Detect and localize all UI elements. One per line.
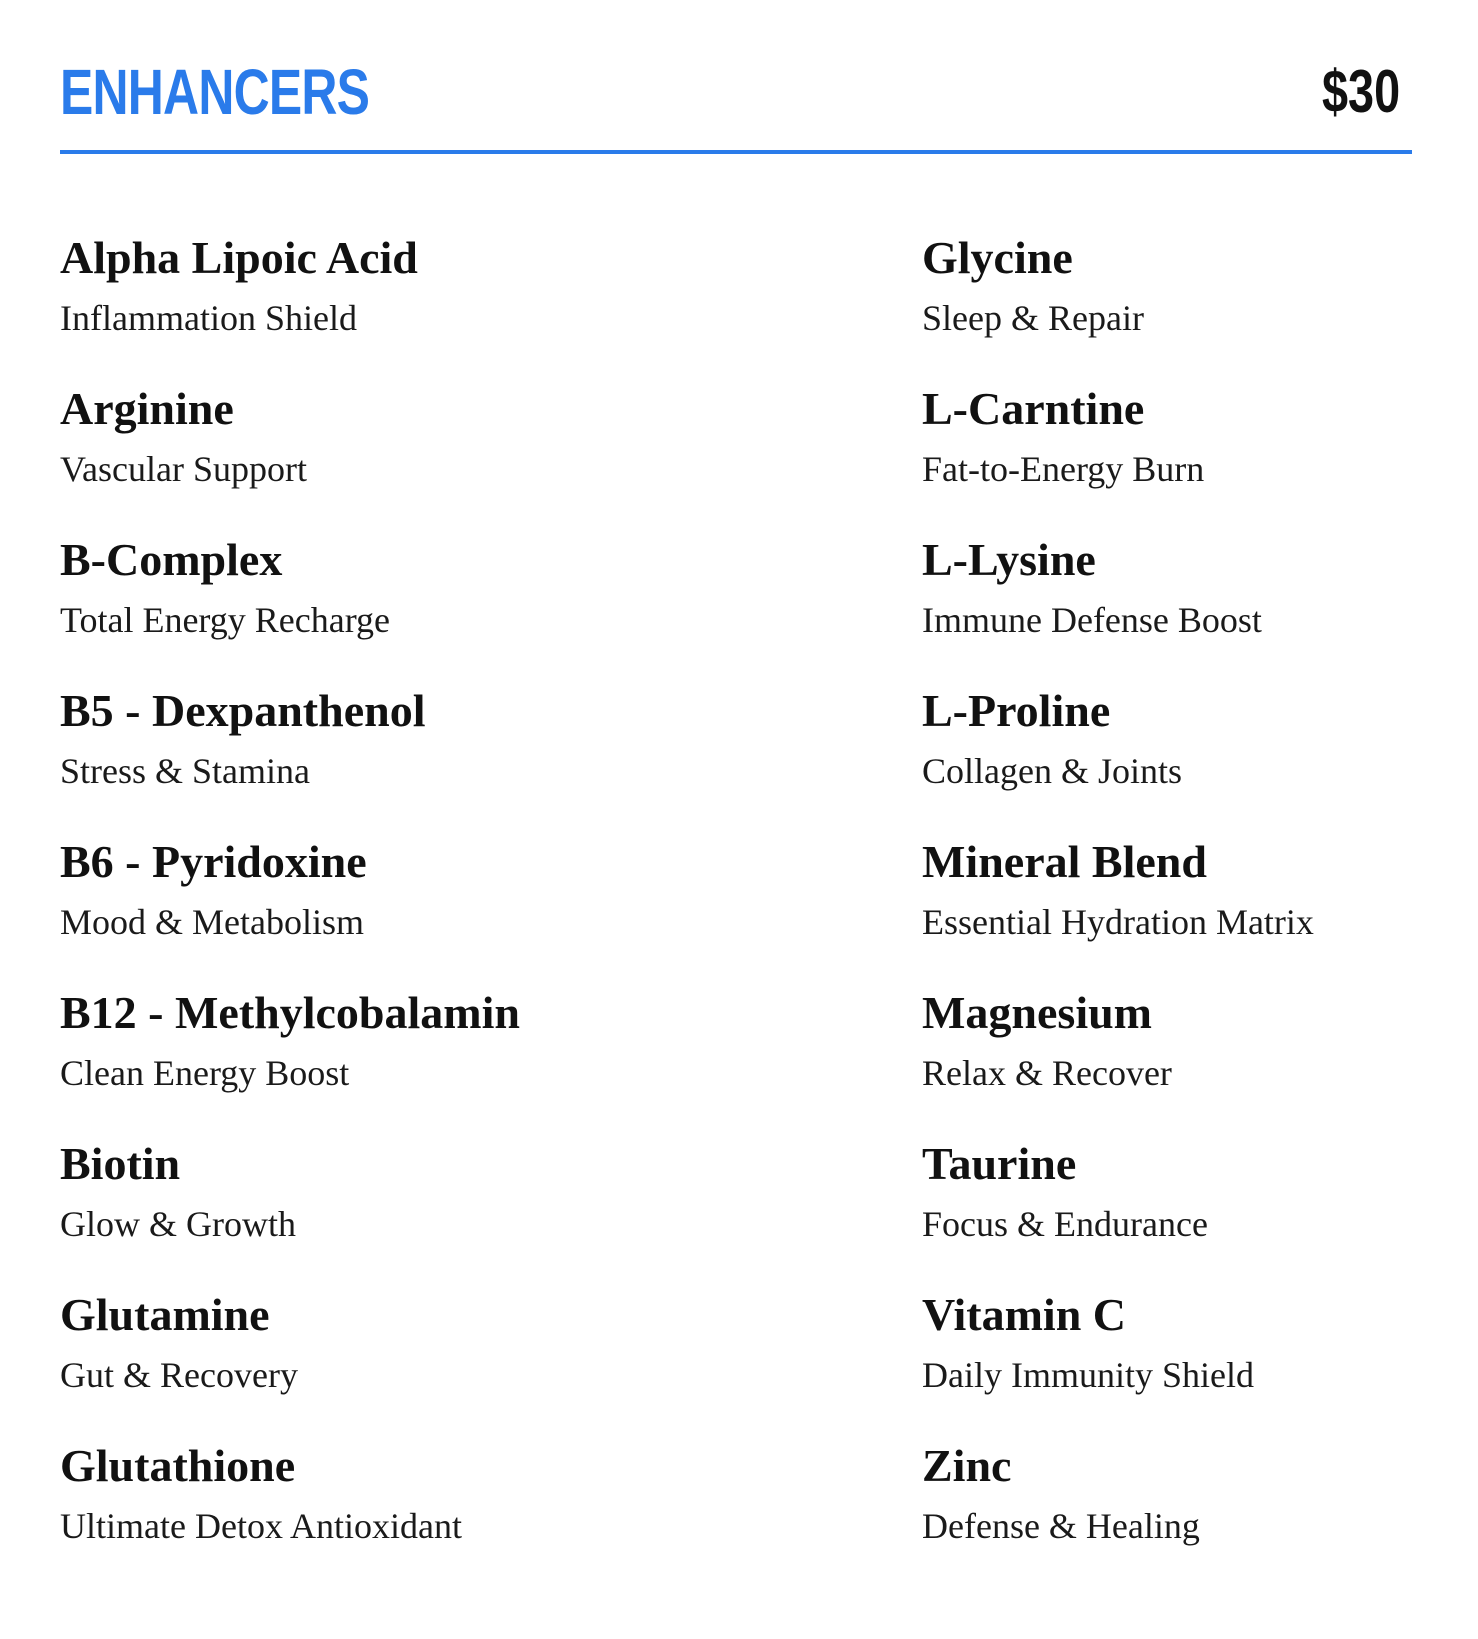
enhancer-item (922, 683, 1442, 834)
enhancer-name: B6 - Pyridoxine (60, 836, 367, 887)
enhancer-item (60, 985, 860, 1136)
enhancer-name: B-Complex (60, 534, 283, 585)
enhancer-description: Inflammation Shield (60, 298, 357, 338)
enhancer-name: L-Proline (922, 685, 1111, 736)
enhancer-name: Vitamin C (922, 1289, 1127, 1340)
enhancer-name: Glutamine (60, 1289, 270, 1340)
enhancer-item (922, 1438, 1442, 1589)
enhancer-description: Sleep & Repair (922, 298, 1144, 338)
enhancer-item (922, 1136, 1442, 1287)
enhancer-item (922, 1287, 1442, 1438)
enhancer-description: Stress & Stamina (60, 751, 310, 791)
enhancer-list-left (60, 230, 860, 1589)
enhancer-description: Essential Hydration Matrix (922, 902, 1314, 942)
enhancer-description: Clean Energy Boost (60, 1053, 350, 1093)
enhancer-item (60, 1287, 860, 1438)
enhancer-description: Relax & Recover (922, 1053, 1172, 1093)
enhancer-item (60, 532, 860, 683)
enhancer-name: Glycine (922, 232, 1073, 283)
enhancer-description: Fat-to-Energy Burn (922, 449, 1205, 489)
enhancer-description: Vascular Support (60, 449, 307, 489)
header-divider (60, 150, 1412, 154)
enhancer-name: Arginine (60, 383, 234, 434)
enhancer-description: Focus & Endurance (922, 1204, 1208, 1244)
enhancer-item (922, 834, 1442, 985)
enhancer-name: B12 - Methylcobalamin (60, 987, 520, 1038)
enhancer-description: Glow & Growth (60, 1204, 296, 1244)
enhancer-description: Ultimate Detox Antioxidant (60, 1506, 462, 1546)
enhancer-name: L-Lysine (922, 534, 1096, 585)
enhancer-description: Daily Immunity Shield (922, 1355, 1254, 1395)
enhancer-name: Biotin (60, 1138, 181, 1189)
enhancer-item (60, 834, 860, 985)
enhancer-list-right (922, 230, 1442, 1589)
enhancer-item (60, 230, 860, 381)
enhancer-item (922, 985, 1442, 1136)
enhancer-name: Mineral Blend (922, 836, 1207, 887)
enhancer-item (922, 532, 1442, 683)
section-price: $30 (1321, 58, 1400, 125)
enhancer-item (922, 381, 1442, 532)
enhancer-description: Collagen & Joints (922, 751, 1182, 791)
enhancer-description: Defense & Healing (922, 1506, 1200, 1546)
menu-header (60, 52, 1412, 152)
section-title: ENHANCERS (60, 56, 370, 128)
enhancer-item (60, 683, 860, 834)
enhancer-item (60, 381, 860, 532)
enhancer-item (60, 1136, 860, 1287)
enhancer-name: Alpha Lipoic Acid (60, 232, 418, 283)
enhancer-description: Gut & Recovery (60, 1355, 298, 1395)
enhancer-item (60, 1438, 860, 1589)
enhancer-name: Magnesium (922, 987, 1152, 1038)
enhancer-name: B5 - Dexpanthenol (60, 685, 426, 736)
enhancer-description: Total Energy Recharge (60, 600, 391, 640)
enhancer-description: Mood & Metabolism (60, 902, 364, 942)
enhancer-name: Glutathione (60, 1440, 296, 1491)
enhancer-item (922, 230, 1442, 381)
enhancer-name: Zinc (922, 1440, 1012, 1491)
enhancer-name: Taurine (922, 1138, 1077, 1189)
enhancer-description: Immune Defense Boost (922, 600, 1262, 640)
enhancer-name: L-Carntine (922, 383, 1145, 434)
